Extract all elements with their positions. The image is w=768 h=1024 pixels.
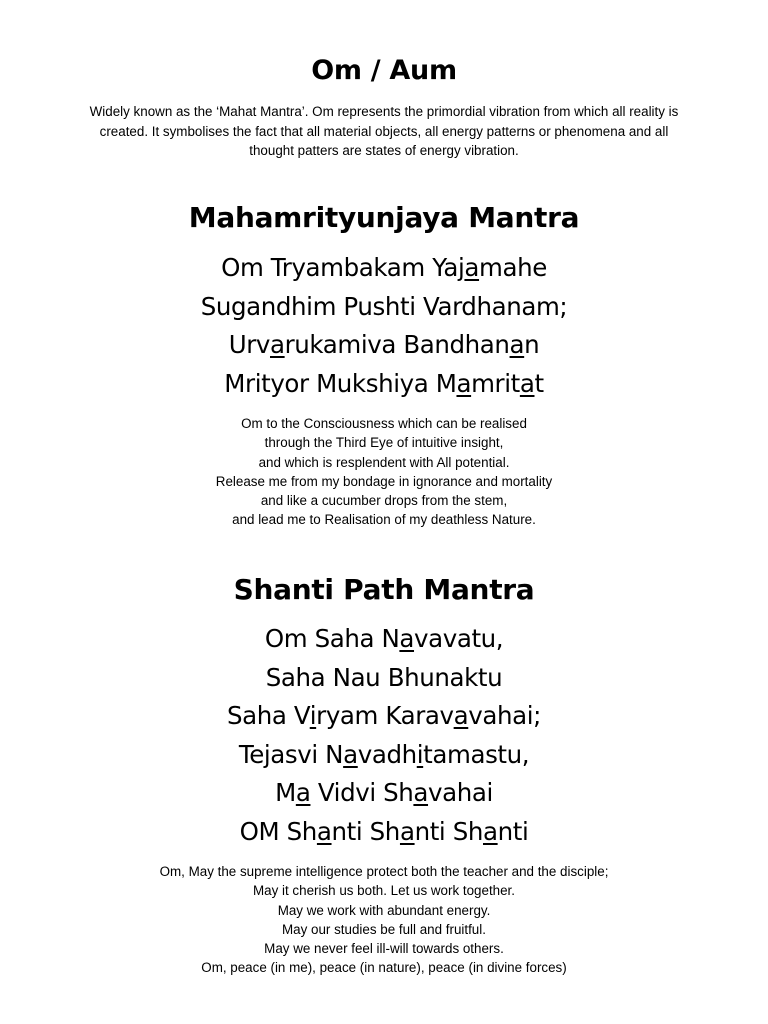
translation-line: Om, May the supreme intelligence protect both the teacher and the disciple; [159, 864, 609, 879]
mantra-line: Ma Vidvi Shavahai [275, 778, 493, 808]
mantra-line: Sugandhim Pushti Vardhanam; [200, 291, 568, 321]
mantra-line: Saha Nau Bhunaktu [265, 662, 503, 692]
om-description-text: Widely known as the ‘Mahat Mantra’. Om represents the primordial vibration from which all reality is created. It symbolises the fact that all material objects, all energy patterns or phenomena and all thought patters are states of energy vibration. [89, 104, 679, 158]
mantra-line: Om Saha Navavatu, [264, 624, 504, 653]
mahamrityunjaya-translation [0, 414, 768, 530]
om-title: Om / Aum [311, 55, 457, 86]
translation-line: and like a cucumber drops from the stem, [260, 493, 508, 509]
mantra-line: Mrityor Mukshiya Mamritat [224, 368, 544, 398]
mantra-line: Tejasvi Navadhitamastu, [238, 739, 530, 769]
mantra-line: Saha Viryam Karavavahai; [227, 701, 541, 731]
translation-line: May it cherish us both. Let us work together. [253, 883, 515, 899]
translation-line: Om, peace (in me), peace (in nature), peace (in divine forces) [201, 960, 567, 976]
translation-line: through the Third Eye of intuitive insight, [264, 435, 504, 451]
mahamrityunjaya-title: Mahamrityunjaya Mantra [188, 201, 580, 234]
mantra-line: Urvarukamiva Bandhanan [228, 330, 540, 359]
translation-line: May we never feel ill-will towards others. [264, 941, 504, 957]
translation-line: and which is resplendent with All potential. [258, 454, 510, 470]
translation-line: Release me from my bondage in ignorance and mortality [215, 473, 553, 489]
shanti-translation [0, 862, 768, 978]
shanti-mantra [0, 620, 768, 852]
mahamrityunjaya-mantra [0, 249, 768, 403]
mantra-line: OM Shanti Shanti Shanti [239, 816, 529, 846]
shanti-title: Shanti Path Mantra [233, 573, 535, 606]
translation-line: May our studies be full and fruitful. [282, 921, 486, 937]
translation-line: and lead me to Realisation of my deathless Nature. [232, 512, 536, 528]
translation-line: May we work with abundant energy. [277, 902, 491, 918]
mantra-line: Om Tryambakam Yajamahe [221, 253, 547, 282]
om-description [84, 102, 684, 161]
translation-line: Om to the Consciousness which can be realised [241, 416, 527, 431]
